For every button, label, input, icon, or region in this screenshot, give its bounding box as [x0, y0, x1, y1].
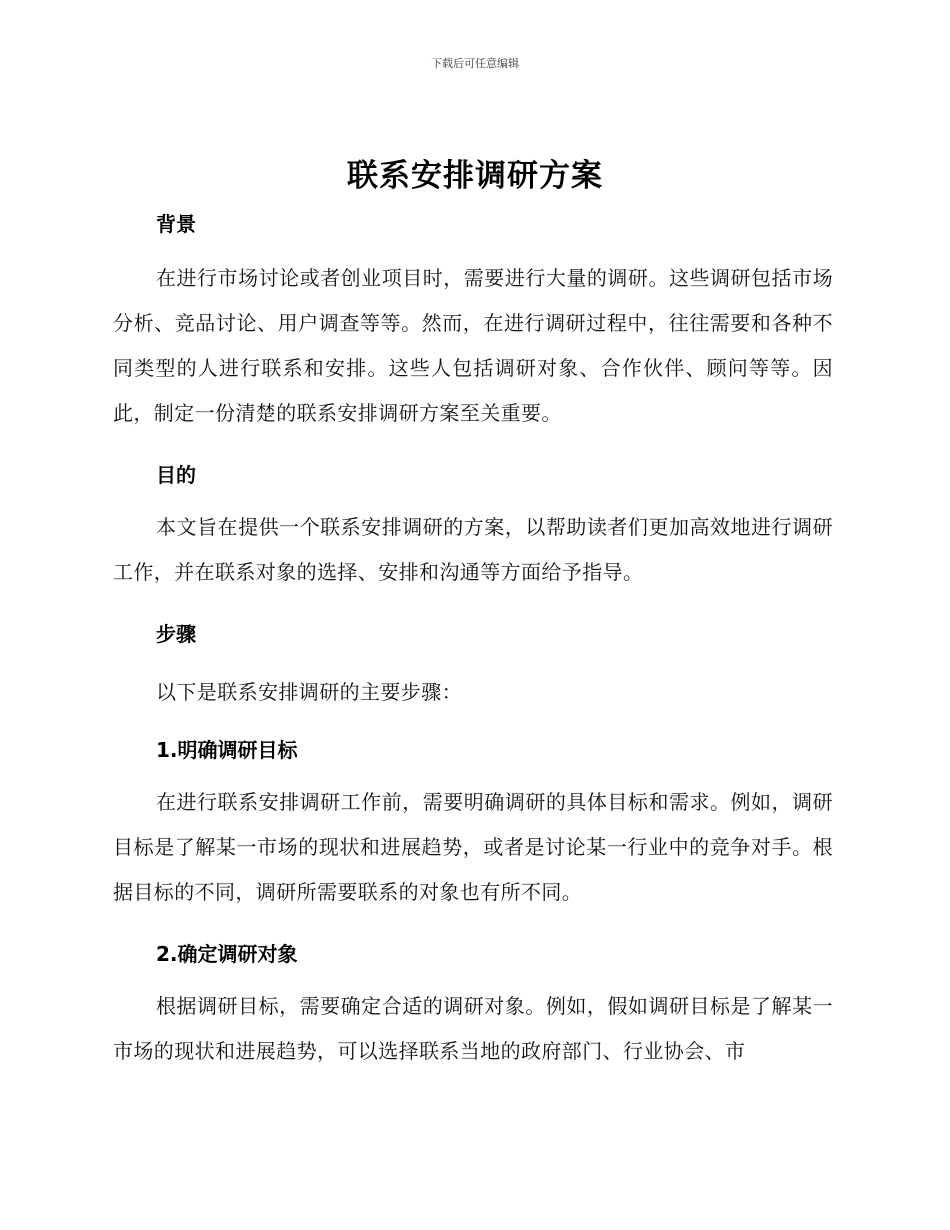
paragraph-text: 根据调研目标，需要确定合适的调研对象。例如，假如调研目标是了解某一市场的现状和进展趋势，可以选择联系当地的政府部门、行业协会、市: [113, 994, 833, 1063]
steps-intro-text: 以下是联系安排调研的主要步骤：: [156, 680, 462, 704]
section-step2: [113, 938, 833, 967]
paragraph-step2: [113, 984, 833, 1074]
section-heading-step1: 1.明确调研目标: [156, 738, 298, 762]
paragraph-text: 在进行市场讨论或者创业项目时，需要进行大量的调研。这些调研包括市场分析、竞品讨论、用户调查等等。然而，在进行调研过程中，往往需要和各种不同类型的人进行联系和安排。这些人包括调研对象、合作伙伴、顾问等等。因此，制定一份清楚的联系安排调研方案至关重要。: [113, 266, 833, 425]
section-heading-purpose: 目的: [156, 463, 196, 487]
paragraph-step1: [113, 780, 833, 915]
document-title: 联系安排调研方案: [347, 158, 603, 194]
section-background: [113, 208, 833, 237]
steps-intro: [113, 676, 833, 705]
paragraph-background: [113, 256, 833, 436]
header-note: 下载后可任意编辑: [431, 57, 519, 70]
paragraph-text: 本文旨在提供一个联系安排调研的方案，以帮助读者们更加高效地进行调研工作，并在联系对象的选择、安排和沟通等方面给予指导。: [113, 515, 833, 584]
section-step1: [113, 734, 833, 763]
section-heading-step2: 2.确定调研对象: [156, 942, 298, 966]
section-heading-background: 背景: [156, 212, 196, 236]
section-purpose: [113, 459, 833, 488]
paragraph-text: 在进行联系安排调研工作前，需要明确调研的具体目标和需求。例如，调研目标是了解某一市场的现状和进展趋势，或者是讨论某一行业中的竞争对手。根据目标的不同，调研所需要联系的对象也有所不同。: [113, 790, 833, 904]
paragraph-purpose: [113, 505, 833, 595]
section-heading-steps: 步骤: [156, 622, 196, 646]
section-steps: [113, 618, 833, 647]
